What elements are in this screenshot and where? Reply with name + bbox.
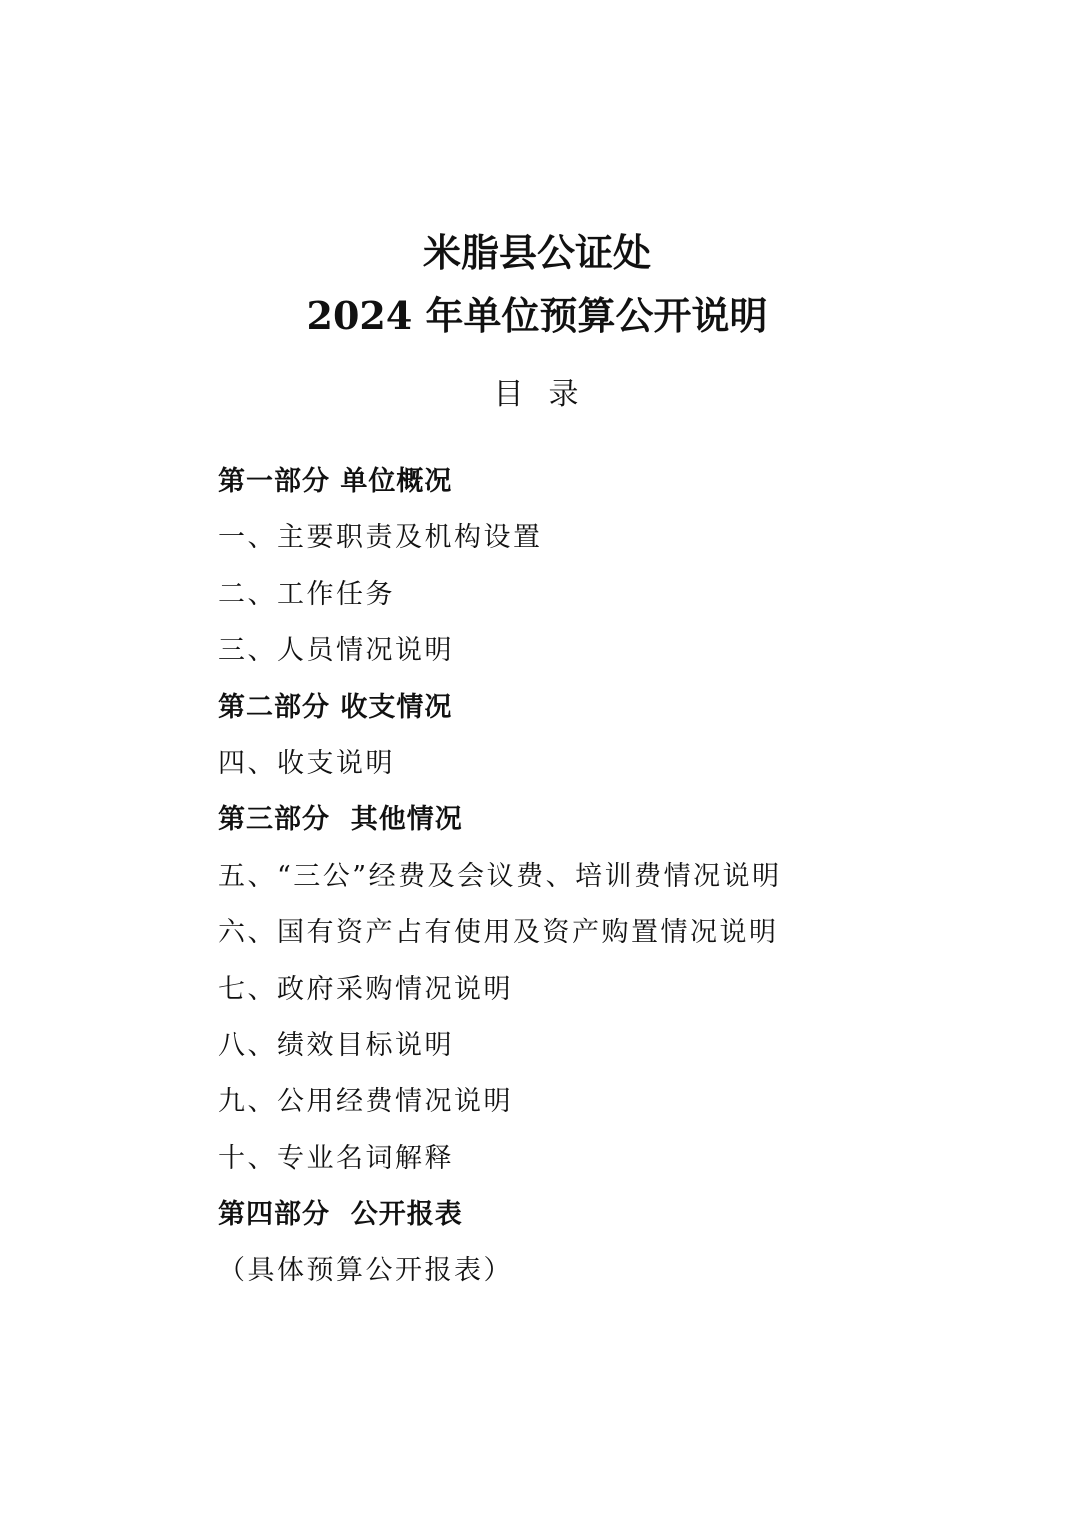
toc-item-5: 五、“三公”经费及会议费、培训费情况说明: [218, 860, 782, 892]
table-of-contents: [218, 460, 978, 1306]
toc-item-7: 七、政府采购情况说明: [218, 973, 513, 1005]
toc-note: （具体预算公开报表）: [218, 1255, 513, 1287]
toc-heading: 目 录: [493, 377, 581, 412]
toc-part-3: 第三部分 其他情况: [218, 804, 463, 836]
toc-item-8: 八、绩效目标说明: [218, 1029, 454, 1061]
toc-part-4: 第四部分 公开报表: [218, 1199, 463, 1231]
toc-item-9: 九、公用经费情况说明: [218, 1086, 513, 1118]
toc-part-1: 第一部分 单位概况: [218, 466, 453, 497]
toc-item-6: 六、国有资产占有使用及资产购置情况说明: [218, 917, 779, 949]
toc-item-4: 四、收支说明: [218, 747, 395, 779]
toc-item-2: 二、工作任务: [218, 578, 395, 610]
document-title-unit: 米脂县公证处: [422, 230, 651, 275]
toc-item-3: 三、人员情况说明: [218, 635, 454, 667]
toc-part-2: 第二部分 收支情况: [218, 691, 453, 723]
toc-item-10: 十、专业名词解释: [218, 1142, 454, 1174]
document-title: 2024 年单位预算公开说明: [306, 293, 768, 338]
toc-item-1: 一、主要职责及机构设置: [218, 522, 543, 554]
